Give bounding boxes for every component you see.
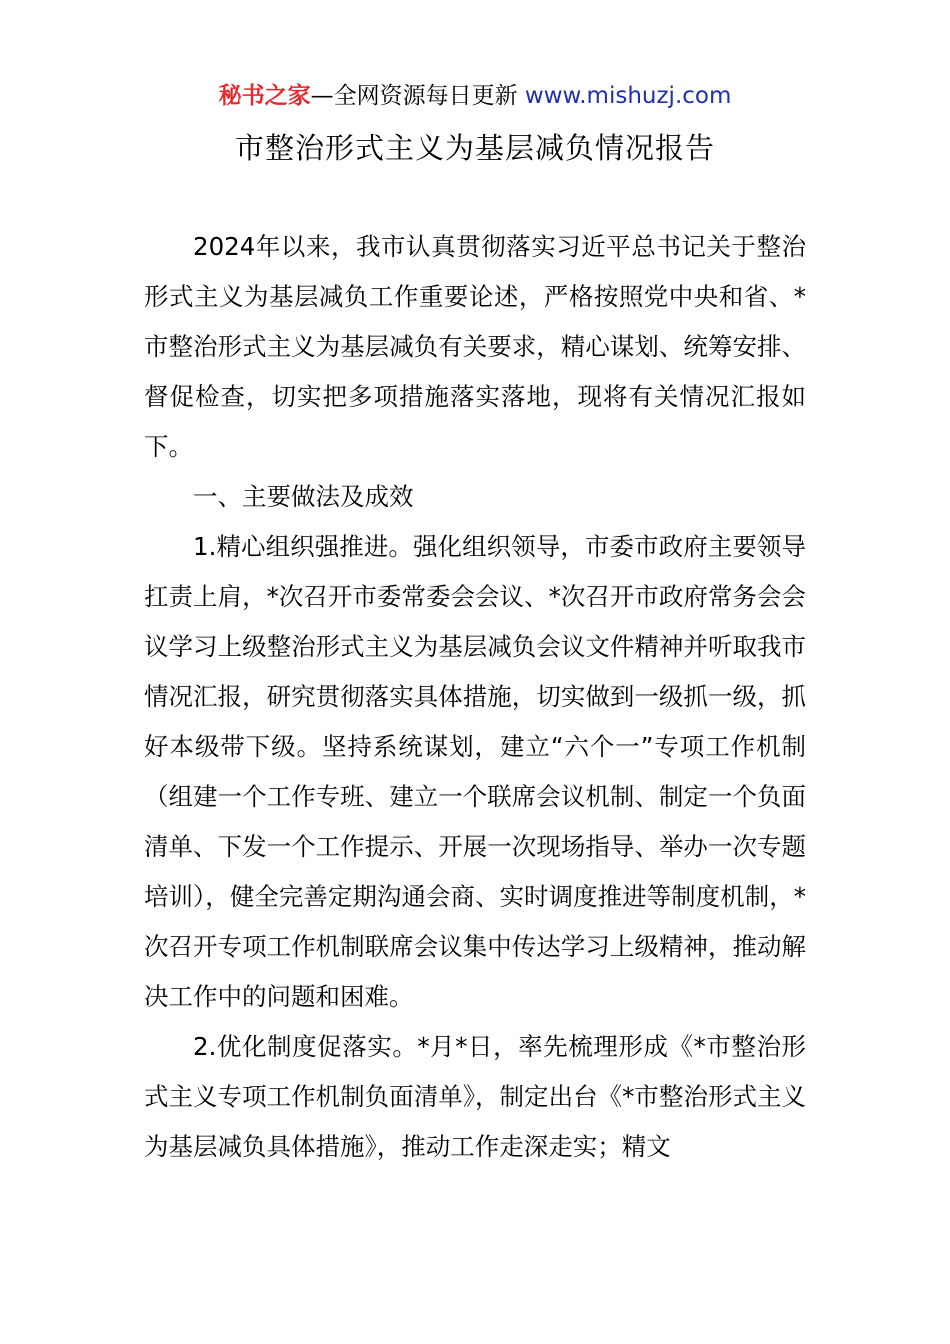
section-heading: 一、主要做法及成效	[193, 482, 414, 511]
document-body	[144, 222, 806, 1172]
intro-paragraph: 2024年以来，我市认真贯彻落实习近平总书记关于整治形式主义为基层减负工作重要论述，严格按照党中央和省、*市整治形式主义为基层减负有关要求，精心谋划、统筹安排、督促检查，切实把多项措施落实落地，现将有关情况汇报如下。	[144, 232, 806, 461]
site-header	[0, 80, 950, 112]
body-paragraph: 2.优化制度促落实。*月*日，率先梳理形成《*市整治形式主义专项工作机制负面清单》，制定出台《*市整治形式主义为基层减负具体措施》，推动工作走深走实；精文	[144, 1032, 806, 1161]
body-paragraph: 1.精心组织强推进。强化组织领导，市委市政府主要领导扛责上肩，*次召开市委常委会会议、*次召开市政府常务会会议学习上级整治形式主义为基层减负会议文件精神并听取我市情况汇报，研究贯彻落实具体措施，切实做到一级抓一级，抓好本级带下级。坚持系统谋划，建立“六个一”专项工作机制（组建一个工作专班、建立一个联席会议机制、制定一个负面清单、下发一个工作提示、开展一次现场指导、举办一次专题培训），健全完善定期沟通会商、实时调度推进等制度机制，*次召开专项工作机制联席会议集中传达学习上级精神，推动解决工作中的问题和困难。	[144, 532, 806, 1011]
document-title: 市整治形式主义为基层减负情况报告	[234, 131, 715, 165]
site-tagline: —全网资源每日更新	[310, 83, 525, 109]
site-brand: 秘书之家	[218, 83, 311, 109]
site-url-link[interactable]: www.mishuzj.com	[524, 83, 732, 109]
